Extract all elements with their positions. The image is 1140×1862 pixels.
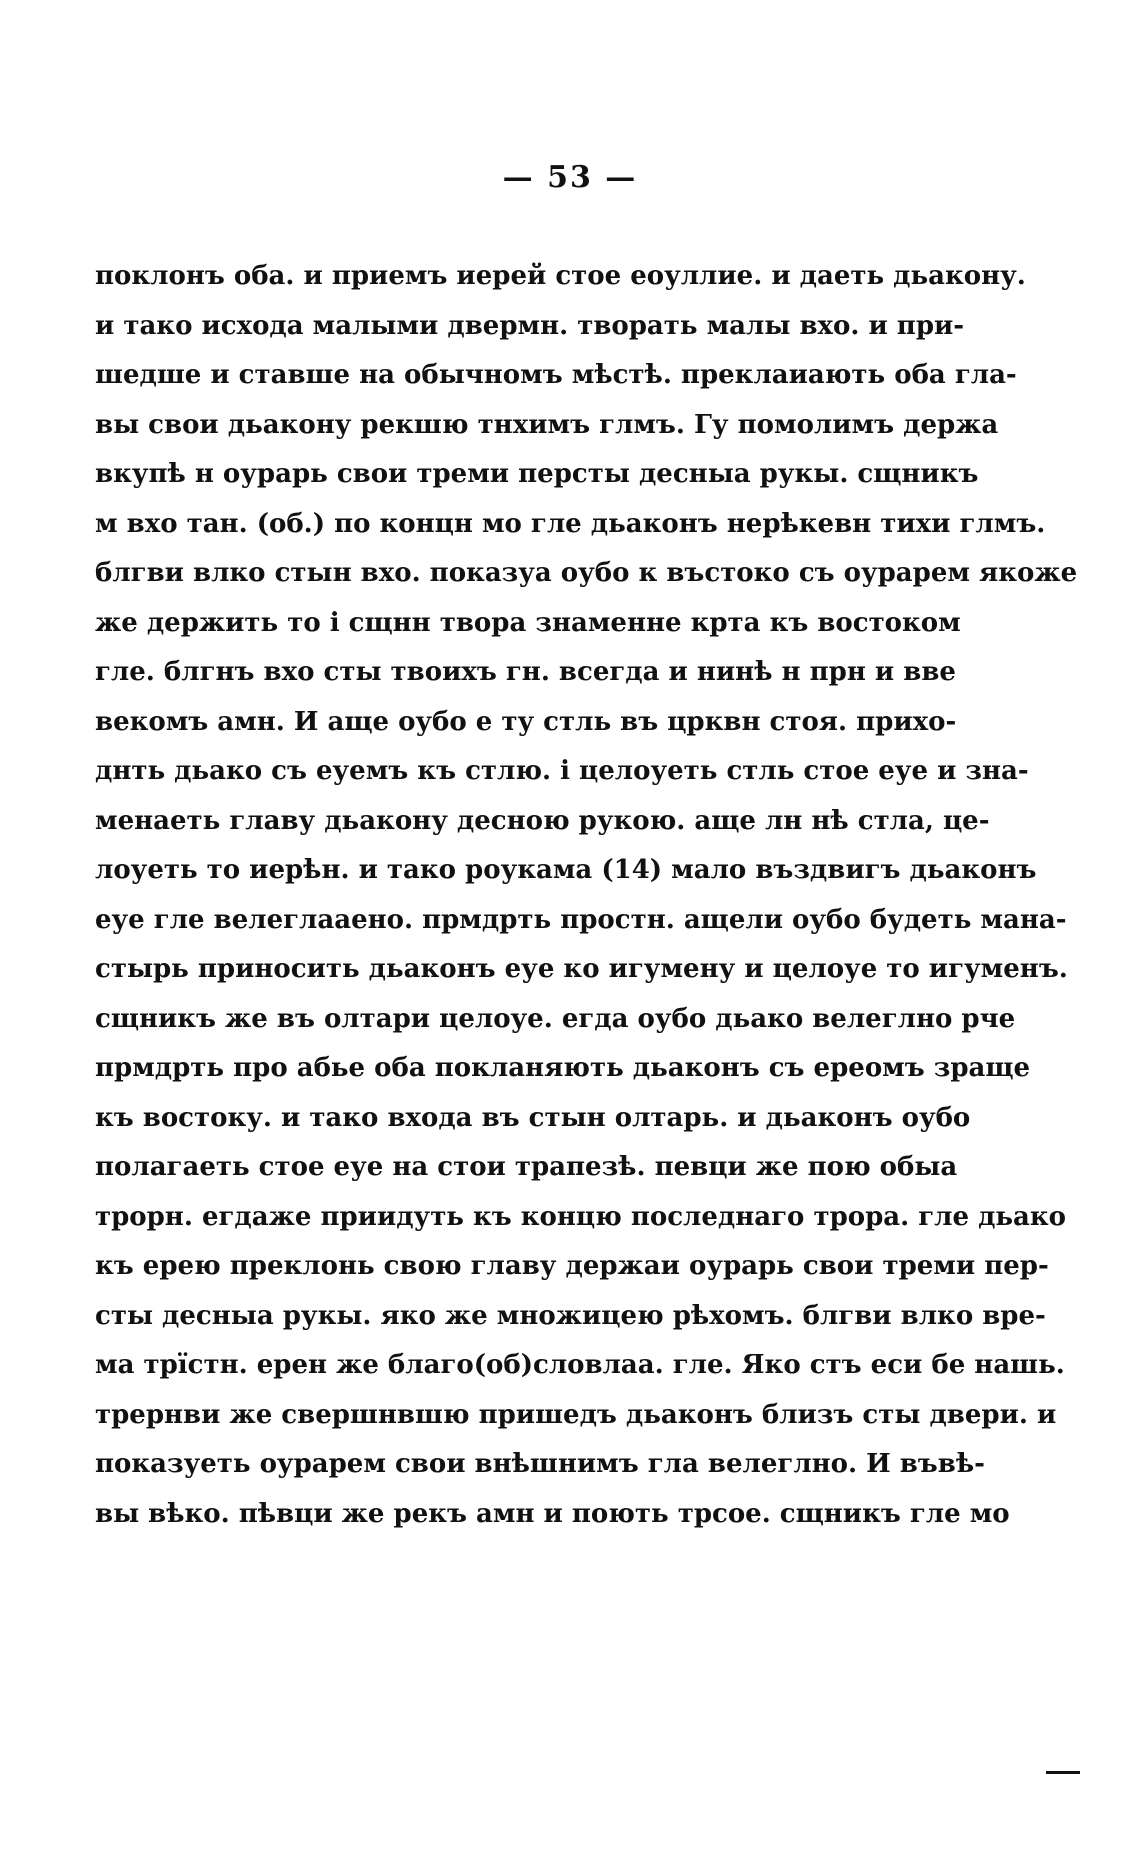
text-line: показуеть оурарем свои внѣшнимъ гла велеглно. И въвѣ- [95, 1449, 985, 1479]
text-line: сщникъ же въ олтари целоуе. егда оубо дьако велеглно рче [95, 1003, 1016, 1034]
page-number: — 53 — [502, 160, 638, 195]
text-line: гле. блгнъ вхо сты твоихъ гн. всегда и нинѣ н прн и вве [95, 657, 956, 687]
text-line: стырь приносить дьаконъ еуе ко игумену и целоуе то игуменъ. [95, 954, 1068, 984]
text-line: вы свои дьакону рекшю тнхимъ глмъ. Гу помолимъ держа [95, 409, 999, 440]
text-line: полагаеть стое еуе на стои трапезѣ. певци же пою обыа [95, 1152, 958, 1182]
text-line: вкупѣ н оурарь свои треми персты десныа рукы. сщникъ [95, 459, 979, 489]
text-line: менаеть главу дьакону десною рукою. аще лн нѣ стла, це- [95, 805, 990, 836]
text-line: м вхо тан. (об.) по концн мо гле дьаконъ нерѣкевн тихи глмъ. [95, 508, 1046, 539]
text-line: ма трїстн. ерен же благо(об)словлаа. гле. Яко стъ еси бе нашь. [95, 1350, 1065, 1380]
text-line: и тако исхода малыми двермн. творать малы вхо. и при- [95, 310, 965, 341]
text-line: шедше и ставше на обычномъ мѣстѣ. преклаиають оба гла- [95, 360, 1017, 390]
text-line: поклонъ оба. и приемъ иерей стое еоуллие. и даеть дьакону. [95, 261, 1026, 291]
text-line: векомъ амн. И аще оубо е ту стль въ црквн стоя. прихо- [95, 706, 957, 737]
text-line: трернви же свершнвшю пришедъ дьаконъ близъ сты двери. и [95, 1399, 1057, 1430]
text-line: блгви влко стын вхо. показуа оубо к въстоко съ оурарем якоже [95, 558, 1078, 588]
text-line: днть дьако съ еуемъ къ стлю. і целоуеть стль стое еуе и зна- [95, 756, 1029, 786]
text-line: вы вѣко. пѣвци же рекъ амн и поють трсое. сщникъ гле мо [95, 1498, 1010, 1529]
text-line: сты десныа рукы. яко же множицею рѣхомъ. блгви влко вре- [95, 1300, 1046, 1331]
text-line: лоуеть то иерѣн. и тако роукама (14) мало въздвигъ дьаконъ [95, 855, 1037, 885]
footer-dash [1046, 1771, 1080, 1774]
body-text [95, 252, 1078, 1539]
text-line: еуе гле велеглааено. прмдрть простн. ащели оубо будеть мана- [95, 904, 1067, 935]
text-line: прмдрть про абье оба покланяють дьаконъ съ ереомъ зраще [95, 1053, 1031, 1083]
text-line: къ ерею преклонь свою главу держаи оурарь свои треми пер- [95, 1251, 1049, 1281]
text-line: къ востоку. и тако входа въ стын олтарь. и дьаконъ оубо [95, 1102, 971, 1133]
text-line: трорн. егдаже приидуть къ концю последнаго трора. гле дьако [95, 1201, 1067, 1232]
text-line: же держить то і сщнн твора знаменне крта къ востоком [95, 607, 961, 638]
